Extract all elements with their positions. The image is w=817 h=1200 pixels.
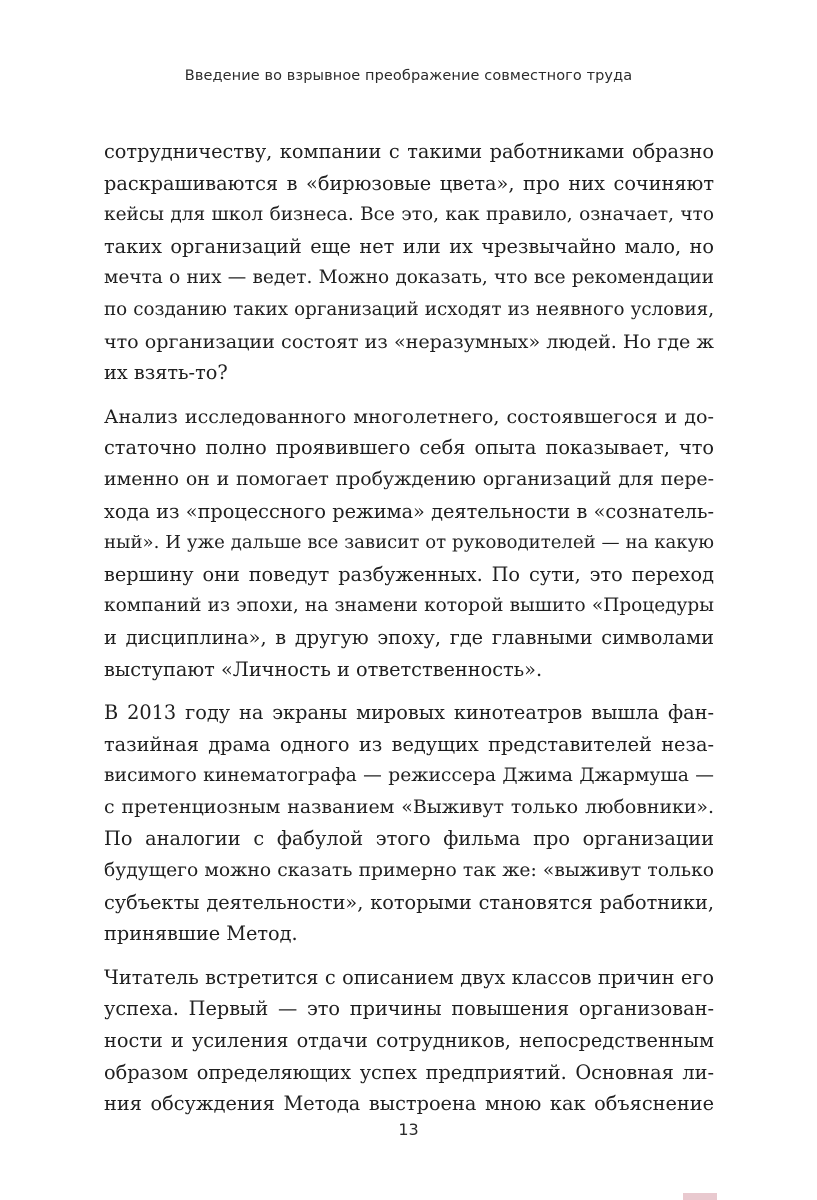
text-line: Анализ исследованного многолетнего, состоявшегося и до-: [104, 404, 714, 428]
text-line: вершину они поведут разбуженных. По сути, это переход: [104, 562, 714, 586]
text-line: раскрашиваются в «бирюзовые цвета», про них сочиняют: [104, 171, 714, 195]
text-line: что организации состоят из «неразумных» людей. Но где ж: [104, 329, 714, 353]
text-line: принявшие Метод.: [104, 922, 298, 946]
paragraph-1: [104, 136, 714, 389]
text-line: По аналогии с фабулой этого фильма про организации: [104, 827, 714, 851]
paragraph-4: [104, 962, 714, 1120]
text-line: по созданию таких организаций исходят из неявного условия,: [104, 298, 714, 320]
text-line: ный». И уже дальше все зависит от руководителей — на какую: [104, 532, 714, 554]
paragraph-3: [104, 697, 714, 950]
running-header: Введение во взрывное преображение совместного труда: [184, 68, 633, 84]
text-line: именно он и помогает пробуждению организаций для пере-: [104, 467, 714, 490]
text-line: мечта о них — ведет. Можно доказать, что все рекомендации: [104, 267, 714, 289]
text-line: тазийная драма одного из ведущих представителей неза-: [104, 732, 714, 756]
text-line: и дисциплина», в другую эпоху, где главными символами: [104, 625, 714, 649]
text-line: их взять-то?: [104, 361, 228, 385]
text-line: таких организаций еще нет или их чрезвычайно мало, но: [104, 234, 714, 258]
text-line: компаний из эпохи, на знамени которой вышито «Процедуры: [104, 595, 714, 617]
page-number: 13: [398, 1120, 419, 1139]
text-line: выступают «Личность и ответственность».: [104, 657, 543, 681]
text-line: кейсы для школ бизнеса. Все это, как правило, означает, что: [104, 204, 714, 226]
text-line: субъекты деятельности», которыми становятся работники,: [104, 890, 714, 914]
text-line: с претенциозным названием «Выживут только любовники».: [104, 795, 714, 818]
paragraph-2: [104, 401, 714, 685]
text-line: ния обсуждения Метода выстроена мною как объяснение: [104, 1092, 714, 1116]
text-line: ности и усиления отдачи сотрудников, непосредственным: [104, 1029, 714, 1053]
text-line: висимого кинематографа — режиссера Джима Джармуша —: [104, 765, 714, 787]
text-line: успеха. Первый — это причины повышения организован-: [104, 997, 714, 1021]
text-line: образом определяющих успех предприятий. Основная ли-: [104, 1060, 714, 1084]
text-line: сотрудничеству, компании с такими работниками образно: [104, 140, 714, 163]
corner-mark: [683, 1193, 717, 1200]
text-line: статочно полно проявившего себя опыта показывает, что: [104, 436, 714, 460]
text-line: В 2013 году на экраны мировых кинотеатров вышла фан-: [104, 701, 714, 725]
text-line: будущего можно сказать примерно так же: «выживут только: [104, 860, 714, 882]
text-body: [104, 136, 714, 1132]
text-line: Читатель встретится с описанием двух классов причин его: [104, 965, 714, 989]
text-line: хода из «процессного режима» деятельности в «сознатель-: [104, 499, 714, 523]
